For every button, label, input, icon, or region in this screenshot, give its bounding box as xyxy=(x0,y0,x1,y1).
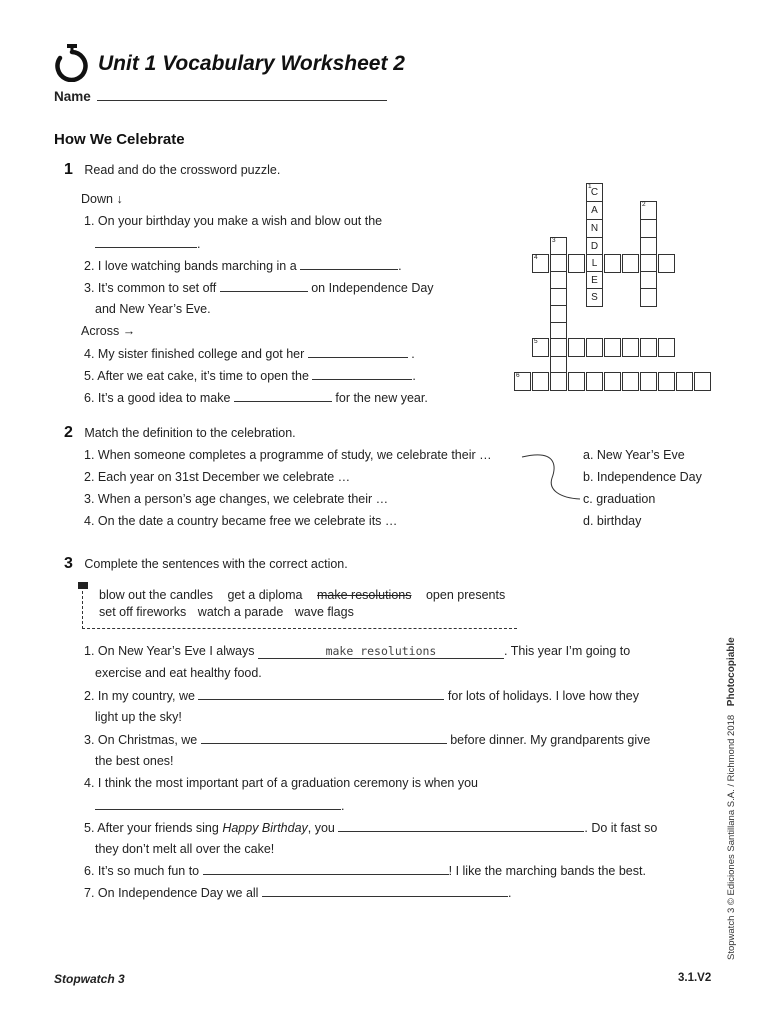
word-bank-row-1 xyxy=(99,588,505,602)
match-item-3: 3. When a person’s age changes, we celebrate their … xyxy=(84,492,389,506)
crossword-cell[interactable]: A xyxy=(586,201,603,220)
ex3-header xyxy=(64,555,348,573)
complete-item-6: 6. It’s so much fun to ! I like the marching bands the best. xyxy=(84,864,646,878)
answer-blank[interactable] xyxy=(95,798,341,810)
down-clue-3: 3. It’s common to set off on Independence Day xyxy=(84,281,434,295)
crossword-cell[interactable]: 5 xyxy=(532,338,549,357)
answer-blank[interactable] xyxy=(201,732,447,744)
arrow-down-icon: ↓ xyxy=(116,192,123,206)
ex3-instruction: Complete the sentences with the correct action. xyxy=(84,557,348,571)
complete-item-3: 3. On Christmas, we before dinner. My grandparents give xyxy=(84,733,651,747)
crossword-cell[interactable]: N xyxy=(586,219,603,238)
ex1-instruction: Read and do the crossword puzzle. xyxy=(84,163,281,177)
word-option: get a diploma xyxy=(227,588,303,602)
complete-item-2: 2. In my country, we for lots of holidays. I love how they xyxy=(84,689,639,703)
answer-blank[interactable] xyxy=(338,820,584,832)
ex2-number: 2 xyxy=(64,424,73,441)
word-option: blow out the candles xyxy=(99,588,213,602)
down-clue-2: 2. I love watching bands marching in a . xyxy=(84,259,402,273)
match-item-4: 4. On the date a country became free we celebrate its … xyxy=(84,514,398,528)
unit-label: Unit 1 xyxy=(98,52,157,75)
footer-logo: Stopwatch 3 xyxy=(54,972,125,986)
word-option: wave flags xyxy=(294,605,354,619)
section-title: How We Celebrate xyxy=(54,131,185,148)
answer-example: make resolutions xyxy=(258,645,504,659)
photocopiable-label: Photocopiable xyxy=(726,637,737,707)
name-label: Name xyxy=(54,89,91,104)
across-label: Across → xyxy=(81,324,136,338)
crossword-cell[interactable]: S xyxy=(586,288,603,307)
complete-item-2-cont: light up the sky! xyxy=(95,710,182,724)
complete-item-7: 7. On Independence Day we all . xyxy=(84,886,512,900)
crossword-cell[interactable]: D xyxy=(586,237,603,256)
match-option-b[interactable]: b. Independence Day xyxy=(583,470,702,484)
word-bank-row-2 xyxy=(99,605,354,619)
arrow-right-icon: → xyxy=(122,324,136,338)
complete-item-1: 1. On New Year’s Eve I always make resolutions . This year I’m going to xyxy=(84,644,631,658)
crossword-cell[interactable]: 4 xyxy=(532,254,549,273)
answer-blank[interactable] xyxy=(198,688,444,700)
ex1-number: 1 xyxy=(64,161,73,178)
word-option: watch a parade xyxy=(197,605,284,619)
match-option-d[interactable]: d. birthday xyxy=(583,514,642,528)
match-option-a[interactable]: a. New Year’s Eve xyxy=(583,448,685,462)
match-item-2: 2. Each year on 31st December we celebrate … xyxy=(84,470,351,484)
word-option-used: make resolutions xyxy=(317,588,412,602)
match-item-1: 1. When someone completes a programme of study, we celebrate their … xyxy=(84,448,492,462)
ex2-instruction: Match the definition to the celebration. xyxy=(84,426,296,440)
word-option: set off fireworks xyxy=(99,605,187,619)
ex3-number: 3 xyxy=(64,555,73,572)
complete-item-4: 4. I think the most important part of a graduation ceremony is when you xyxy=(84,776,478,790)
complete-item-1-cont: exercise and eat healthy food. xyxy=(95,666,262,680)
down-label: Down ↓ xyxy=(81,192,123,206)
page-code: 3.1.V2 xyxy=(678,972,712,984)
across-clue-6: 6. It’s a good idea to make for the new year. xyxy=(84,391,428,405)
match-option-c[interactable]: c. graduation xyxy=(583,492,656,506)
crossword-cell[interactable]: E xyxy=(586,271,603,290)
word-option: open presents xyxy=(425,588,506,602)
complete-item-4-cont: . xyxy=(95,798,344,813)
crossword-cell[interactable]: 1 C xyxy=(586,183,603,202)
worksheet-title: Vocabulary Worksheet 2 xyxy=(162,52,405,75)
answer-blank[interactable] xyxy=(203,863,449,875)
answer-blank[interactable] xyxy=(262,885,508,897)
down-clue-3-cont: and New Year’s Eve. xyxy=(95,302,211,316)
complete-item-5: 5. After your friends sing Happy Birthday, you . Do it fast so xyxy=(84,821,658,835)
crossword-cell[interactable]: 2 xyxy=(640,201,657,220)
down-clue-1: 1. On your birthday you make a wish and blow out the xyxy=(84,214,383,228)
crossword-cell[interactable]: 6 xyxy=(514,372,531,391)
crossword-cell[interactable]: L xyxy=(586,254,603,273)
down-clue-1-cont: . xyxy=(95,236,200,251)
pin-icon xyxy=(78,582,88,589)
side-copyright: Stopwatch 3 © Ediciones Santillana S.A. / Richmond 2018 Photocopiable xyxy=(726,637,737,960)
complete-item-5-cont: they don’t melt all over the cake! xyxy=(95,842,275,856)
across-clue-4: 4. My sister finished college and got her . xyxy=(84,347,415,361)
complete-item-3-cont: the best ones! xyxy=(95,754,174,768)
crossword-cell[interactable]: 3 xyxy=(550,237,567,256)
across-clue-5: 5. After we eat cake, it’s time to open the . xyxy=(84,369,416,383)
